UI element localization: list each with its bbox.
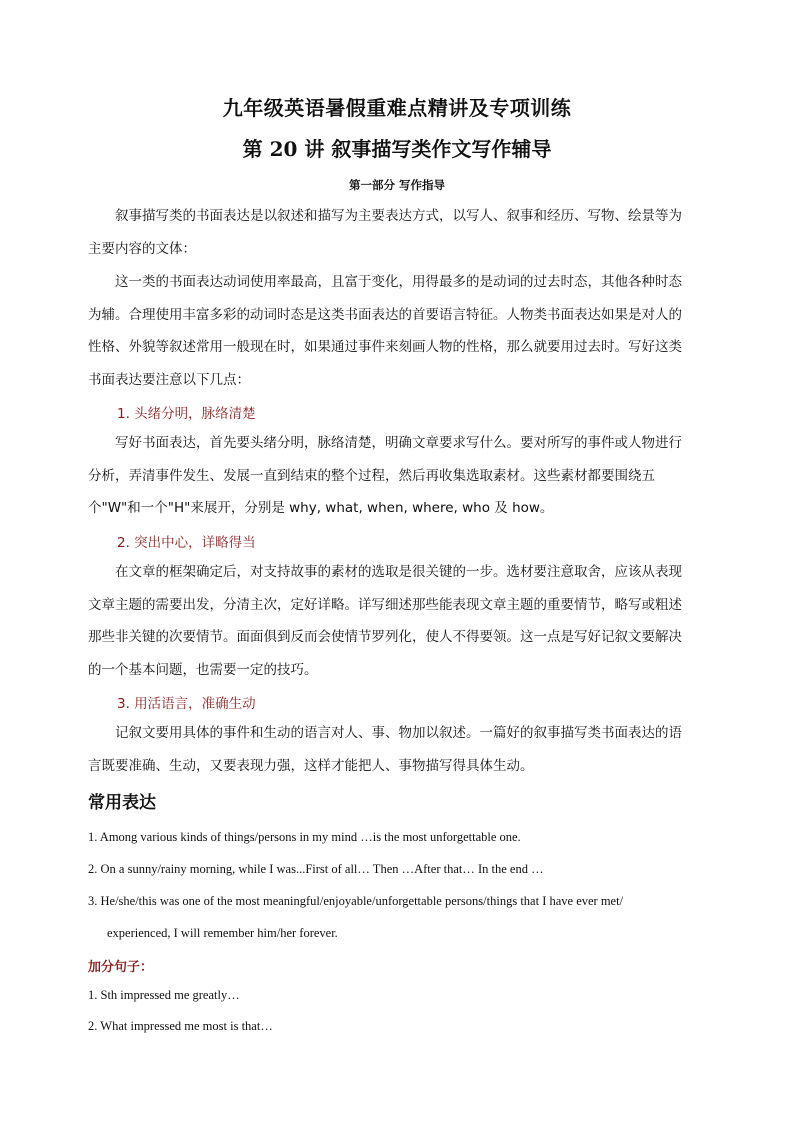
tense-line: 书面表达要注意以下几点：: [88, 371, 250, 388]
point2-line: 的一个基本问题，也需要一定的技巧。: [88, 661, 318, 678]
bonus-item: 1. Sth impressed me greatly…: [88, 988, 240, 1002]
point2-heading: 2. 突出中心，详略得当: [117, 535, 256, 551]
expressions-heading: 常用表达: [88, 793, 156, 813]
intro-line: 主要内容的文体：: [88, 240, 196, 257]
point1-line: 分析，弄清事件发生、发展一直到结束的整个过程，然后再收集选取素材。这些素材都要围绕五: [88, 467, 655, 484]
point3-paragraph: [88, 717, 708, 782]
point3-line: 言既要准确、生动，又要表现力强，这样才能把人、事物描写得具体生动。: [88, 757, 534, 774]
point3-heading: 3. 用活语言，准确生动: [117, 696, 256, 712]
point2-line: 文章主题的需要出发，分清主次，定好详略。详写细述那些能表现文章主题的重要情节，略写或粗述: [88, 596, 682, 613]
point3-line: 记叙文要用具体的事件和生动的语言对人、事、物加以叙述。一篇好的叙事描写类书面表达的语: [115, 725, 682, 741]
point2-paragraph: [88, 556, 708, 686]
point1-heading: 1. 头绪分明，脉络清楚: [117, 406, 256, 422]
expression-item: 1. Among various kinds of things/persons in my mind …is the most unforgettable one.: [88, 830, 521, 844]
bonus-heading: 加分句子：: [88, 960, 154, 975]
tense-line: 为辅。合理使用丰富多彩的动词时态是这类书面表达的首要语言特征。人物类书面表达如果是对人的: [88, 306, 682, 323]
point2-line: 在文章的框架确定后，对支持故事的素材的选取是很关键的一步。选材要注意取舍，应该从表现: [115, 564, 682, 580]
point1-line: 个"W"和一个"H"来展开，分别是 why, what, when, where, who 及 how。: [88, 500, 554, 516]
expression-item-continued: experienced, I will remember him/her forever.: [107, 926, 338, 940]
part-heading: 第一部分 写作指导: [348, 178, 445, 192]
intro-paragraph: [88, 200, 708, 265]
tense-line: 这一类的书面表达动词使用率最高，且富于变化，用得最多的是动词的过去时态，其他各种时态: [115, 274, 682, 290]
intro-line: 叙事描写类的书面表达是以叙述和描写为主要表达方式，以写人、叙事和经历、写物、绘景等为: [115, 208, 682, 224]
bonus-item: 2. What impressed me most is that…: [88, 1019, 273, 1033]
lesson-title: 第 20 讲 叙事描写类作文写作辅导: [242, 137, 552, 161]
expression-item: 2. On a sunny/rainy morning, while I was...First of all… Then …After that… In the end …: [88, 862, 544, 876]
point1-paragraph: [88, 427, 708, 525]
expression-item: 3. He/she/this was one of the most meaningful/enjoyable/unforgettable persons/things that I have ever met/: [88, 894, 624, 908]
tense-paragraph: [88, 266, 708, 396]
document-title: 九年级英语暑假重难点精讲及专项训练: [222, 96, 572, 120]
point1-line: 写好书面表达，首先要头绪分明，脉络清楚，明确文章要求写什么。要对所写的事件或人物进行: [115, 435, 682, 451]
tense-line: 性格、外貌等叙述常用一般现在时，如果通过事件来刻画人物的性格，那么就要用过去时。写好这类: [88, 339, 682, 355]
point2-line: 那些非关键的次要情节。面面俱到反而会使情节罗列化，使人不得要领。这一点是写好记叙文要解决: [88, 629, 682, 645]
